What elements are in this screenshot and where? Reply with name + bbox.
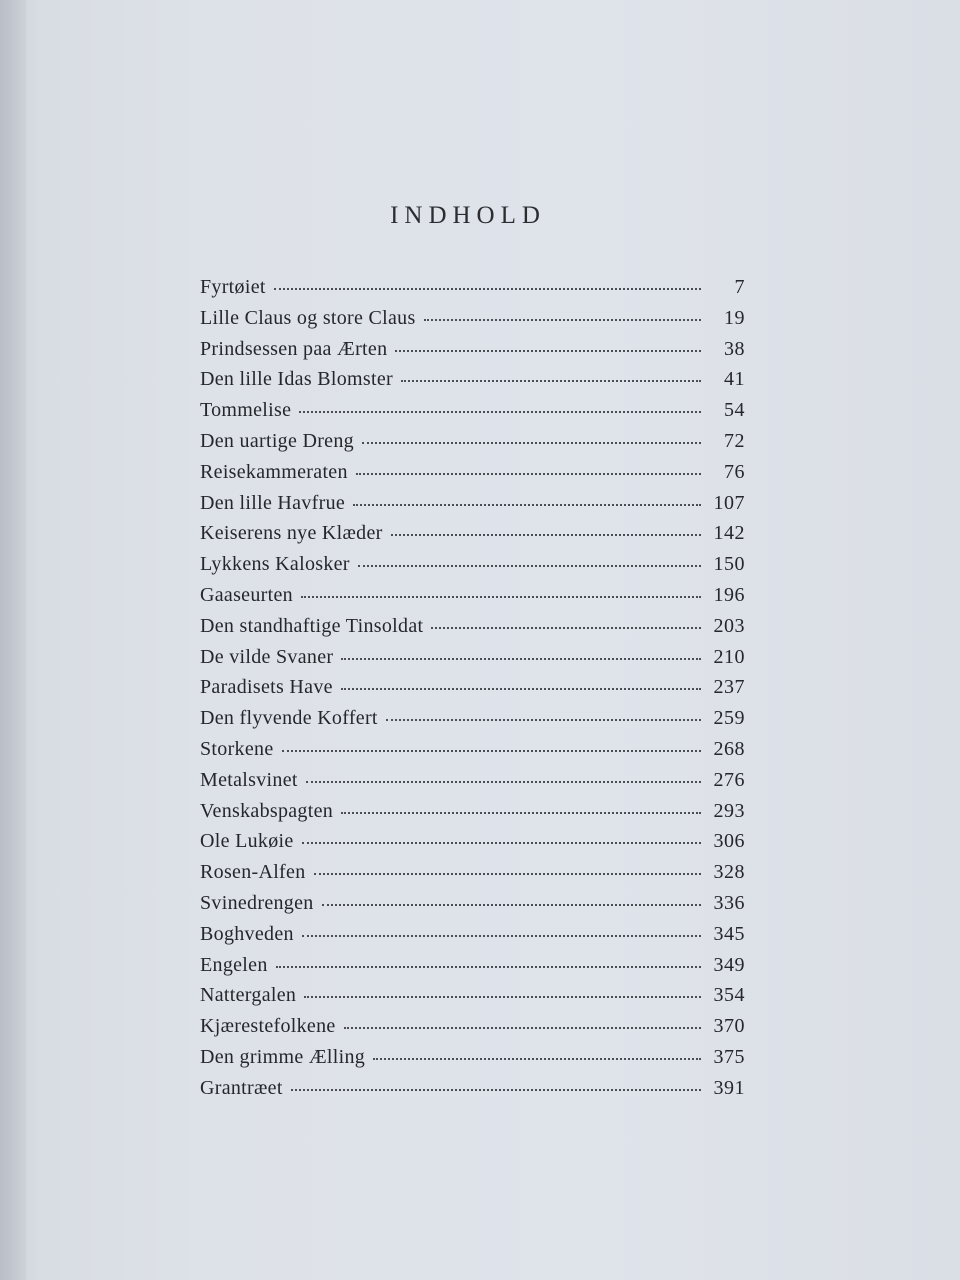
toc-entry [200, 830, 745, 861]
toc-entry [200, 492, 745, 523]
toc-entry-page-number: 336 [713, 891, 745, 914]
dot-leader [282, 750, 702, 752]
dot-leader [304, 996, 701, 998]
toc-entry [200, 1046, 745, 1077]
toc-entry-title: Ole Lukøie [200, 830, 294, 853]
toc-entry-title: Metalsvinet [200, 768, 298, 791]
dot-leader [291, 1089, 701, 1091]
toc-entry-title: Gaaseurten [200, 583, 293, 606]
toc-entry-title: Kjærestefolkene [200, 1015, 336, 1038]
toc-entry-page-number: 107 [713, 491, 745, 514]
toc-entry [200, 522, 745, 553]
page-edge-shadow [0, 0, 26, 1280]
toc-entry-title: Den uartige Dreng [200, 429, 354, 452]
toc-entry-page-number: 391 [713, 1076, 745, 1099]
dot-leader [344, 1027, 701, 1029]
toc-entry-title: Lykkens Kalosker [200, 553, 350, 576]
toc-entry-page-number: 76 [724, 460, 745, 483]
toc-entry-page-number: 54 [724, 399, 745, 422]
toc-entry-title: Boghveden [200, 922, 294, 945]
table-of-contents [200, 276, 745, 1108]
toc-entry-title: Tommelise [200, 399, 292, 422]
toc-entry-page-number: 142 [713, 522, 745, 545]
toc-entry [200, 399, 745, 430]
toc-entry [200, 307, 745, 338]
toc-entry-title: Den lille Havfrue [200, 491, 346, 514]
toc-entry-page-number: 196 [713, 583, 745, 606]
toc-entry [200, 615, 745, 646]
toc-entry-title: De vilde Svaner [200, 645, 334, 668]
dot-leader [302, 842, 701, 844]
toc-entry [200, 923, 745, 954]
toc-entry [200, 1077, 745, 1108]
dot-leader [301, 596, 701, 598]
dot-leader [386, 719, 701, 721]
toc-entry-page-number: 306 [713, 830, 745, 853]
toc-entry-title: Engelen [200, 953, 268, 976]
dot-leader [424, 319, 701, 321]
toc-entry [200, 368, 745, 399]
dot-leader [306, 781, 701, 783]
toc-entry-page-number: 370 [713, 1015, 745, 1038]
dot-leader [341, 688, 701, 690]
toc-entry-page-number: 349 [713, 953, 745, 976]
dot-leader [391, 534, 701, 536]
dot-leader [431, 627, 701, 629]
toc-entry-page-number: 375 [713, 1045, 745, 1068]
toc-entry [200, 707, 745, 738]
toc-entry-title: Den standhaftige Tinsoldat [200, 614, 424, 637]
toc-entry [200, 430, 745, 461]
toc-entry-page-number: 268 [713, 737, 745, 760]
toc-entry-page-number: 328 [713, 861, 745, 884]
dot-leader [276, 966, 701, 968]
toc-entry-page-number: 293 [713, 799, 745, 822]
toc-entry [200, 338, 745, 369]
toc-entry-page-number: 150 [713, 553, 745, 576]
dot-leader [274, 288, 701, 290]
toc-entry-title: Paradisets Have [200, 676, 333, 699]
toc-entry-page-number: 19 [724, 306, 745, 329]
toc-entry-title: Nattergalen [200, 984, 297, 1007]
dot-leader [353, 504, 701, 506]
toc-entry-title: Den flyvende Koffert [200, 707, 378, 730]
toc-entry [200, 738, 745, 769]
toc-entry-page-number: 41 [724, 368, 745, 391]
dot-leader [395, 350, 701, 352]
dot-leader [314, 873, 702, 875]
toc-entry-page-number: 345 [713, 922, 745, 945]
dot-leader [341, 812, 701, 814]
toc-entry-title: Fyrtøiet [200, 276, 266, 298]
toc-entry [200, 553, 745, 584]
dot-leader [362, 442, 701, 444]
dot-leader [373, 1058, 701, 1060]
dot-leader [356, 473, 701, 475]
toc-entry [200, 1015, 745, 1046]
toc-entry-title: Lille Claus og store Claus [200, 306, 416, 329]
dot-leader [341, 658, 701, 660]
toc-entry-page-number: 7 [734, 276, 745, 298]
toc-entry-title: Svinedrengen [200, 891, 314, 914]
toc-entry-title: Venskabspagten [200, 799, 334, 822]
toc-entry [200, 892, 745, 923]
dot-leader [401, 380, 701, 382]
toc-entry-page-number: 276 [713, 768, 745, 791]
toc-entry [200, 954, 745, 985]
dot-leader [299, 411, 701, 413]
toc-entry-page-number: 354 [713, 984, 745, 1007]
toc-entry [200, 861, 745, 892]
toc-entry [200, 676, 745, 707]
toc-entry-page-number: 259 [713, 707, 745, 730]
toc-entry [200, 584, 745, 615]
toc-entry [200, 984, 745, 1015]
toc-entry-title: Reisekammeraten [200, 460, 348, 483]
toc-entry-page-number: 203 [713, 614, 745, 637]
dot-leader [358, 565, 701, 567]
toc-entry-title: Rosen-Alfen [200, 861, 306, 884]
toc-entry-page-number: 210 [713, 645, 745, 668]
dot-leader [302, 935, 701, 937]
toc-entry-title: Grantræet [200, 1076, 283, 1099]
dot-leader [322, 904, 701, 906]
toc-entry-title: Den grimme Ælling [200, 1045, 366, 1068]
toc-entry-page-number: 38 [724, 337, 745, 360]
page-title: INDHOLD [390, 202, 546, 229]
toc-entry [200, 461, 745, 492]
toc-entry [200, 800, 745, 831]
toc-entry-title: Den lille Idas Blomster [200, 368, 393, 391]
toc-entry [200, 646, 745, 677]
toc-entry-title: Keiserens nye Klæder [200, 522, 383, 545]
toc-entry [200, 769, 745, 800]
toc-entry-title: Storkene [200, 737, 274, 760]
toc-entry-page-number: 72 [724, 429, 745, 452]
toc-entry [200, 276, 745, 307]
toc-entry-page-number: 237 [713, 676, 745, 699]
toc-entry-title: Prindsessen paa Ærten [200, 337, 388, 360]
